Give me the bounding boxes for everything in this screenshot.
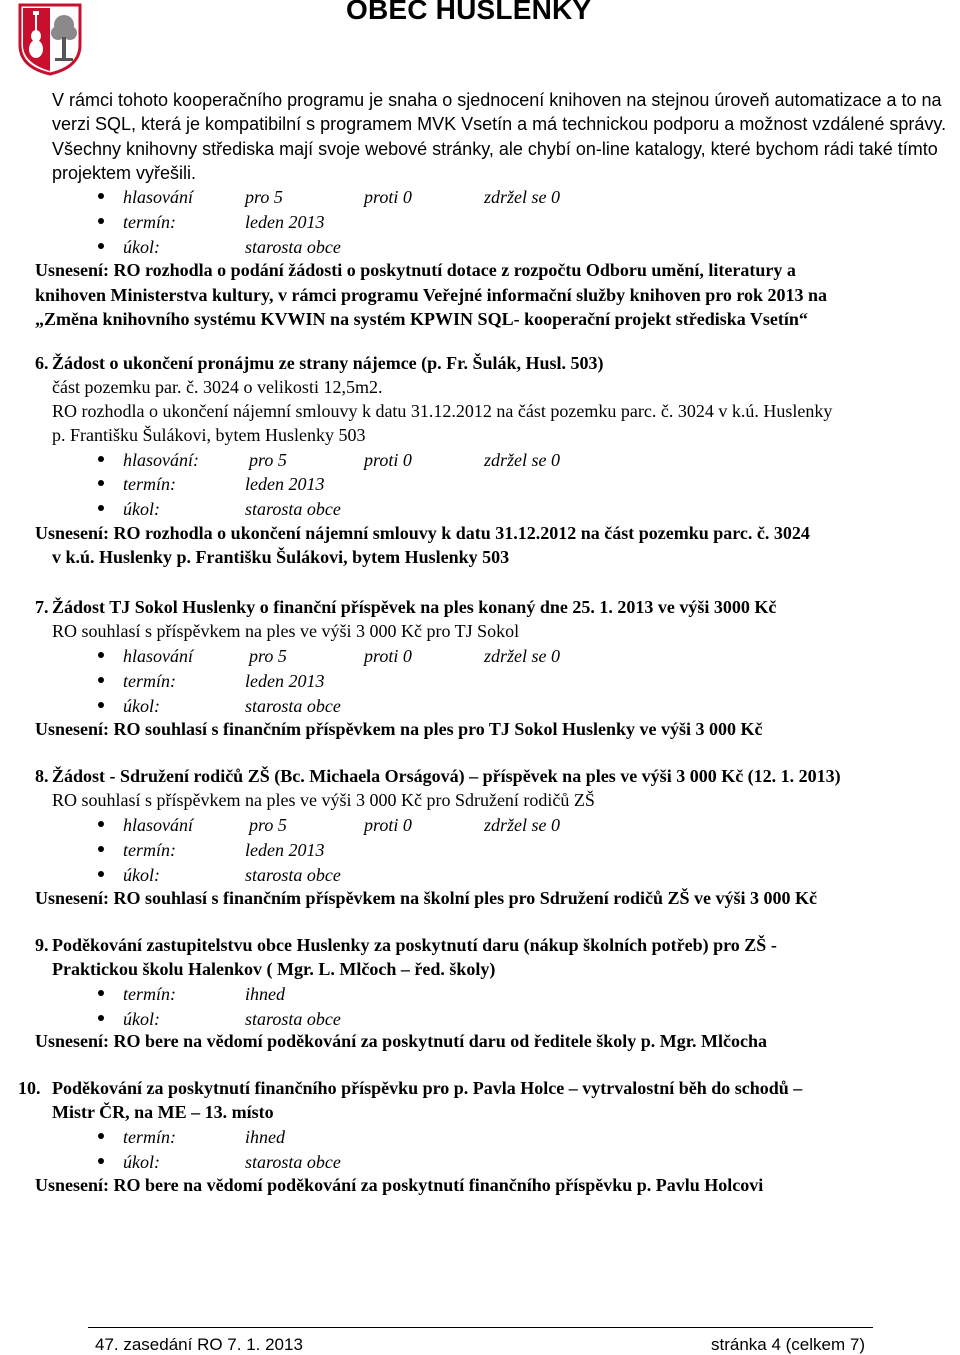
bullet xyxy=(98,871,104,877)
vote-pro: pro 5 xyxy=(249,450,287,470)
page-header xyxy=(0,0,960,80)
ukol-label: úkol: xyxy=(123,696,160,716)
termin-value: ihned xyxy=(245,1127,285,1147)
bullet xyxy=(98,990,104,996)
termin-value: leden 2013 xyxy=(245,671,325,691)
footer-divider xyxy=(88,1327,873,1328)
bullet xyxy=(98,505,104,511)
footer-page-number: stránka 4 (celkem 7) xyxy=(711,1335,865,1354)
vote-pro: pro 5 xyxy=(245,187,283,207)
ukol-value: starosta obce xyxy=(245,499,341,519)
item-heading: Žádost TJ Sokol Huslenky o finanční příspěvek na ples konaný dne 25. 1. 2013 ve výši 3000 Kč xyxy=(52,597,777,617)
vote-label: hlasování xyxy=(123,815,193,835)
item-heading: Poděkování zastupitelstvu obce Huslenky za poskytnutí daru (nákup školních potřeb) pro ZŠ - xyxy=(52,935,777,955)
vote-proti: proti 0 xyxy=(364,815,412,835)
termin-value: leden 2013 xyxy=(245,474,325,494)
ukol-value: starosta obce xyxy=(245,696,341,716)
vote-zdrzel: zdržel se 0 xyxy=(484,646,560,666)
bullet xyxy=(98,243,104,249)
resolution-line: v k.ú. Huslenky p. Františku Šulákovi, bytem Huslenky 503 xyxy=(52,547,510,567)
item-number: 10. xyxy=(18,1078,41,1098)
bullet xyxy=(98,1133,104,1139)
item-heading: Praktickou školu Halenkov ( Mgr. L. Mlčoch – řed. školy) xyxy=(52,959,496,979)
vote-zdrzel: zdržel se 0 xyxy=(484,815,560,835)
termin-label: termín: xyxy=(123,474,176,494)
termin-label: termín: xyxy=(123,984,176,1004)
item-heading: Žádost o ukončení pronájmu ze strany nájemce (p. Fr. Šulák, Husl. 503) xyxy=(52,353,604,373)
termin-value: leden 2013 xyxy=(245,212,325,232)
termin-value: ihned xyxy=(245,984,285,1004)
resolution-line: Usnesení: RO bere na vědomí poděkování za poskytnutí daru od ředitele školy p. Mgr. Mlčocha xyxy=(35,1031,768,1051)
bullet xyxy=(98,1158,104,1164)
ukol-label: úkol: xyxy=(123,865,160,885)
ukol-label: úkol: xyxy=(123,237,160,257)
vote-zdrzel: zdržel se 0 xyxy=(484,450,560,470)
bullet xyxy=(98,480,104,486)
item-number: 8. xyxy=(35,766,49,786)
item-heading: Žádost - Sdružení rodičů ZŠ (Bc. Michaela Orságová) – příspěvek na ples ve výši 3 000 Kč (12. 1. 2013) xyxy=(52,766,841,786)
ukol-label: úkol: xyxy=(123,1152,160,1172)
termin-label: termín: xyxy=(123,1127,176,1147)
vote-label: hlasování: xyxy=(123,450,199,470)
vote-label: hlasování xyxy=(123,187,193,207)
item-text: p. Františku Šulákovi, bytem Huslenky 503 xyxy=(52,425,366,445)
footer-meeting: 47. zasedání RO 7. 1. 2013 xyxy=(95,1335,303,1354)
ukol-value: starosta obce xyxy=(245,1009,341,1029)
item-heading: Mistr ČR, na ME – 13. místo xyxy=(52,1102,274,1122)
vote-proti: proti 0 xyxy=(364,646,412,666)
bullet xyxy=(98,821,104,827)
ukol-value: starosta obce xyxy=(245,865,341,885)
bullet xyxy=(98,702,104,708)
resolution-line: Usnesení: RO souhlasí s finančním příspěvkem na ples pro TJ Sokol Huslenky ve výši 3 000 Kč xyxy=(35,719,763,739)
ukol-value: starosta obce xyxy=(245,237,341,257)
termin-label: termín: xyxy=(123,212,176,232)
termin-value: leden 2013 xyxy=(245,840,325,860)
vote-pro: pro 5 xyxy=(249,646,287,666)
item-text: RO rozhodla o ukončení nájemní smlouvy k datu 31.12.2012 na část pozemku parc. č. 3024 v k.ú. Huslenky xyxy=(52,401,833,421)
item-number: 6. xyxy=(35,353,49,373)
resolution-line: Usnesení: RO souhlasí s finančním příspěvkem na školní ples pro Sdružení rodičů ZŠ ve výši 3 000 Kč xyxy=(35,888,817,908)
ukol-value: starosta obce xyxy=(245,1152,341,1172)
vote-zdrzel: zdržel se 0 xyxy=(484,187,560,207)
resolution-line: Usnesení: RO bere na vědomí poděkování za poskytnutí finančního příspěvku p. Pavlu Holcovi xyxy=(35,1175,764,1195)
termin-label: termín: xyxy=(123,840,176,860)
bullet xyxy=(98,846,104,852)
ukol-label: úkol: xyxy=(123,499,160,519)
resolution-line: Usnesení: RO rozhodla o podání žádosti o poskytnutí dotace z rozpočtu Odboru umění, literatury a xyxy=(35,260,796,280)
item-text: RO souhlasí s příspěvkem na ples ve výši 3 000 Kč pro TJ Sokol xyxy=(52,621,520,641)
resolution-line: knihoven Ministerstva kultury, v rámci programu Veřejné informační služby knihoven pro rok 2013 na xyxy=(35,285,828,305)
resolution-line: „Změna knihovního systému KVWIN na systém KPWIN SQL- kooperační projekt střediska Vsetín“ xyxy=(35,309,808,329)
municipal-coat-of-arms-icon xyxy=(17,3,83,76)
page-title: OBEC HUSLENKY xyxy=(346,0,592,25)
item-number: 7. xyxy=(35,597,49,617)
bullet xyxy=(98,456,104,462)
termin-label: termín: xyxy=(123,671,176,691)
bullet xyxy=(98,1015,104,1021)
item-text: RO souhlasí s příspěvkem na ples ve výši 3 000 Kč pro Sdružení rodičů ZŠ xyxy=(52,790,595,810)
item-number: 9. xyxy=(35,935,49,955)
bullet xyxy=(98,218,104,224)
ukol-label: úkol: xyxy=(123,1009,160,1029)
item-text: část pozemku par. č. 3024 o velikosti 12,5m2. xyxy=(52,377,383,397)
bullet xyxy=(98,193,104,199)
bullet xyxy=(98,652,104,658)
vote-pro: pro 5 xyxy=(249,815,287,835)
bullet xyxy=(98,677,104,683)
vote-proti: proti 0 xyxy=(364,450,412,470)
vote-proti: proti 0 xyxy=(364,187,412,207)
item-heading: Poděkování za poskytnutí finančního příspěvku pro p. Pavla Holce – vytrvalostní běh do schodů – xyxy=(52,1078,803,1098)
resolution-line: Usnesení: RO rozhodla o ukončení nájemní smlouvy k datu 31.12.2012 na část pozemku parc. č. 3024 xyxy=(35,523,810,543)
vote-label: hlasování xyxy=(123,646,193,666)
intro-paragraph: V rámci tohoto kooperačního programu je snaha o sjednocení knihoven na stejnou úroveň automatizace a to na verzi SQL, která je kompatibilní s programem MVK Vsetín a má technickou podporu a možnost vzdálené správy. Všechny knihovny střediska mají svoje webové stránky, ale chybí on-line katalogy, které bychom rádi také tímto projektem vyřešili. xyxy=(52,90,947,183)
